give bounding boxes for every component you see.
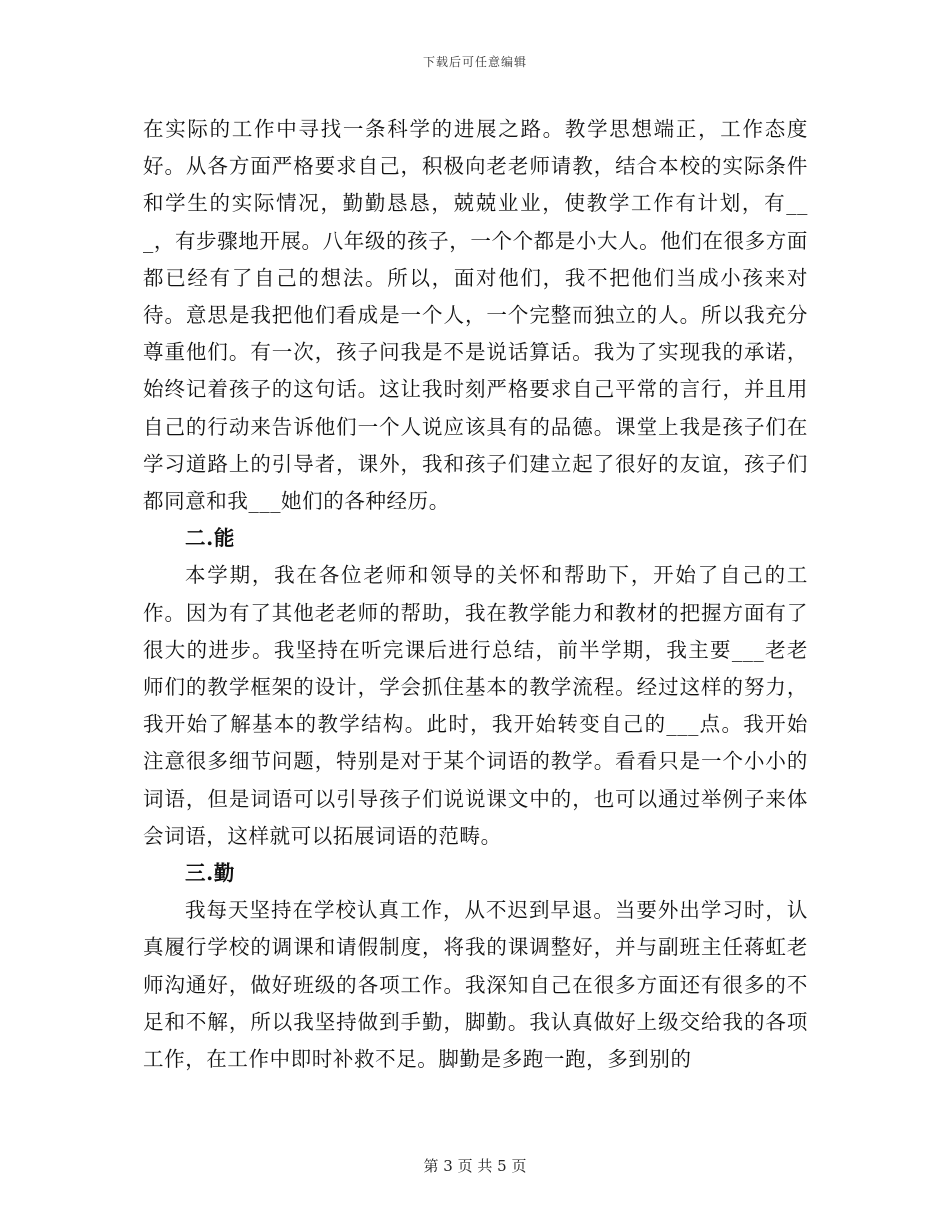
page-header: 下载后可任意编辑 — [422, 55, 527, 69]
paragraph-ability: 本学期，我在各位老师和领导的关怀和帮助下，开始了自己的工作。因为有了其他老老师的帮助，我在教学能力和教材的把握方面有了很大的进步。我坚持在听完课后进行总结，前半学期，我主要___老老师们的教学框架的设计，学会抓住基本的教学流程。经过这样的努力，我开始了解基本的教学结构。此时，我开始转变自己的___点。我开始注意很多细节问题，特别是对于某个词语的教学。看看只是一个小小的词语，但是词语可以引导孩子们说说课文中的，也可以通过举例子来体会词语，这样就可以拓展词语的范畴。 — [143, 563, 808, 848]
document-body — [143, 111, 808, 1078]
paragraph-teaching-attitude: 在实际的工作中寻找一条科学的进展之路。教学思想端正，工作态度好。从各方面严格要求自己，积极向老老师请教，结合本校的实际条件和学生的实际情况，勤勤恳恳，兢兢业业，使教学工作有计划，有___，有步骤地开展。八年级的孩子，一个个都是小大人。他们在很多方面都已经有了自己的想法。所以，面对他们，我不把他们当成小孩来对待。意思是我把他们看成是一个人，一个完整而独立的人。所以我充分尊重他们。有一次，孩子问我是不是说话算话。我为了实现我的承诺，始终记着孩子的这句话。这让我时刻严格要求自己平常的言行，并且用自己的行动来告诉他们一个人说应该具有的品德。课堂上我是孩子们在学习道路上的引导者，课外，我和孩子们建立起了很好的友谊，孩子们都同意和我___她们的各种经历。 — [143, 117, 808, 514]
section-heading-diligence: 三.勤 — [185, 861, 235, 886]
paragraph-diligence: 我每天坚持在学校认真工作，从不迟到早退。当要外出学习时，认真履行学校的调课和请假制度，将我的课调整好，并与副班主任蒋虹老师沟通好，做好班级的各项工作。我深知自己在很多方面还有很多的不足和不解，所以我坚持做到手勤，脚勤。我认真做好上级交给我的各项工作，在工作中即时补救不足。脚勤是多跑一跑，多到别的 — [143, 898, 808, 1072]
section-heading-ability: 二.能 — [185, 526, 235, 551]
page-number-footer: 第 3 页 共 5 页 — [423, 1157, 527, 1175]
